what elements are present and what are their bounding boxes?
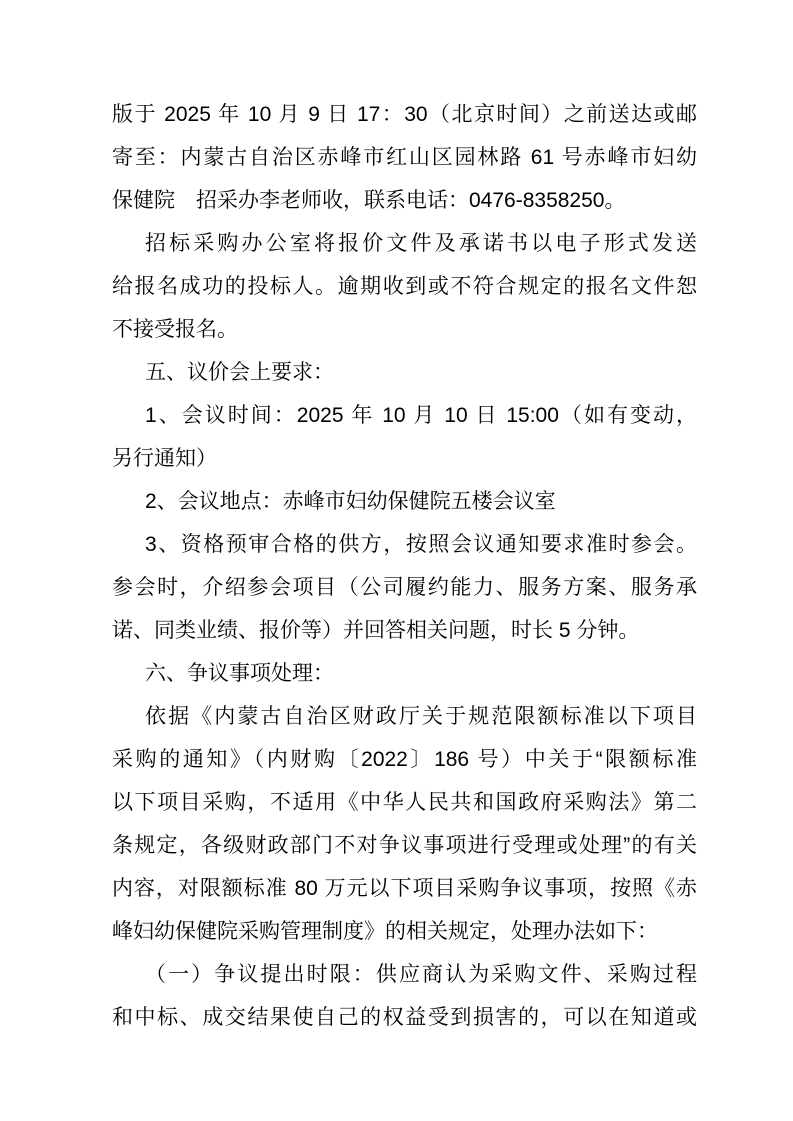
text-line: 内容，对限额标准 80 万元以下项目采购争议事项，按照《赤 xyxy=(112,877,697,900)
paragraph xyxy=(112,480,697,523)
paragraph xyxy=(112,695,697,953)
text-line: 六、争议事项处理： xyxy=(145,662,334,685)
text-line: 依据《内蒙古自治区财政厅关于规范限额标准以下项目 xyxy=(145,705,697,728)
text-line: 条规定，各级财政部门不对争议事项进行受理或处理”的有关 xyxy=(112,834,697,857)
text-line: 1、会议时间：2025 年 10 月 10 日 15:00（如有变动， xyxy=(145,404,697,427)
text-line: 2、会议地点：赤峰市妇幼保健院五楼会议室 xyxy=(145,490,556,513)
text-line: 参会时，介绍参会项目（公司履约能力、服务方案、服务承 xyxy=(112,576,697,599)
paragraph xyxy=(112,93,697,222)
text-line: 寄至：内蒙古自治区赤峰市红山区园林路 61 号赤峰市妇幼 xyxy=(112,146,697,169)
text-line: 采购的通知》（内财购〔2022〕186 号）中关于“限额标准 xyxy=(112,748,697,771)
text-line: 版于 2025 年 10 月 9 日 17：30（北京时间）之前送达或邮 xyxy=(112,103,697,126)
text-line: 3、资格预审合格的供方，按照会议通知要求准时参会。 xyxy=(145,533,697,556)
text-line: 五、议价会上要求： xyxy=(145,361,334,384)
paragraph xyxy=(112,523,697,652)
text-line: 诺、同类业绩、报价等）并回答相关问题，时长 5 分钟。 xyxy=(112,619,640,642)
paragraph xyxy=(112,222,697,351)
paragraph xyxy=(112,394,697,480)
paragraph xyxy=(112,351,697,394)
text-line: 给报名成功的投标人。逾期收到或不符合规定的报名文件恕 xyxy=(112,275,697,298)
paragraph xyxy=(112,652,697,695)
text-line: 以下项目采购，不适用《中华人民共和国政府采购法》第二 xyxy=(112,791,697,814)
text-line: 另行通知） xyxy=(112,447,217,470)
text-line: 不接受报名。 xyxy=(112,318,238,341)
text-line: 招标采购办公室将报价文件及承诺书以电子形式发送 xyxy=(145,232,697,255)
text-line: 保健院 招采办李老师收，联系电话：0476-8358250。 xyxy=(112,189,626,212)
text-line: 峰妇幼保健院采购管理制度》的相关规定，处理办法如下： xyxy=(112,920,658,943)
text-line: 和中标、成交结果使自己的权益受到损害的，可以在知道或 xyxy=(112,1006,697,1029)
text-line: （一）争议提出时限：供应商认为采购文件、采购过程 xyxy=(145,963,697,986)
paragraph xyxy=(112,953,697,1039)
